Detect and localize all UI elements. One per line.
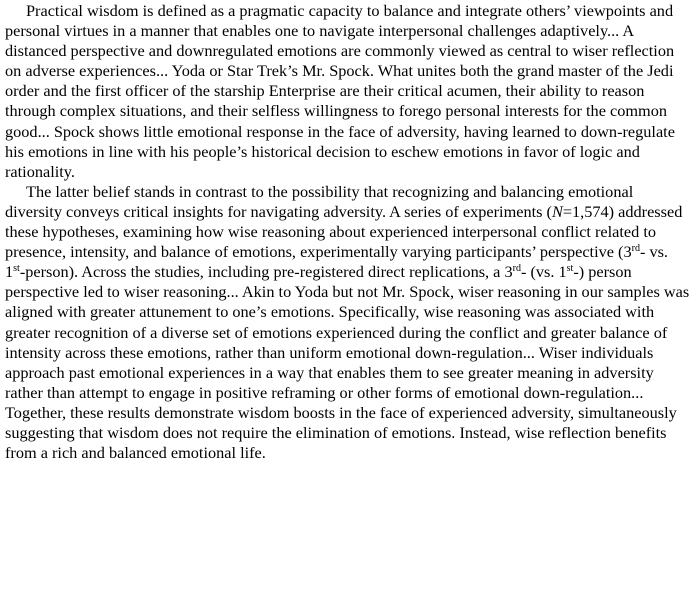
paragraph-2-text-1: The latter belief stands in contrast to the possibility that recognizing and balancing emotional diversity conveys critical insights for navigating adversity. A series of experiments ( — [5, 181, 634, 221]
superscript-rd-1: rd — [631, 243, 640, 255]
paragraph-2-text-2: =1,574) addressed these hypotheses, examining how wise reasoning about experienced interpersonal conflict related to presence, intensity, and balance of emotions, experimentally varying participants’ perspective (3 — [5, 201, 683, 262]
sample-size-symbol: N — [551, 201, 563, 221]
superscript-rd-2: rd — [512, 263, 521, 275]
paragraph-2 — [5, 182, 690, 463]
paragraph-2-text-6: -) person perspective led to wiser reasoning... Akin to Yoda but not Mr. Spock, wiser reasoning in our samples was aligned with greater attunement to one’s emotions. Specifically, wise reasoning was associated with greater recognition of a diverse set of emotions experienced during the conflict and greater balance of intensity across these emotions, rather than uniform emotional down-regulation... Wiser individuals approach past emotional experiences in a way that enables them to see greater meaning in adversity rather than attempt to engage in positive reframing or other forms of emotional down-regulation... Together, these results demonstrate wisdom boosts in the face of experienced adversity, simultaneously suggesting that wisdom does not require the elimination of emotions. Instead, wise reflection benefits from a rich and balanced emotional life. — [5, 262, 690, 463]
paragraph-2-text-3: - vs. 1 — [5, 242, 668, 282]
superscript-st-2: st — [566, 263, 574, 275]
paragraph-2-text-5: - (vs. 1 — [520, 262, 567, 282]
superscript-st-1: st — [13, 263, 20, 275]
paragraph-2-text-4: -person). Across the studies, including pre-registered direct replications, a 3 — [19, 262, 513, 282]
paragraph-1: Practical wisdom is defined as a pragmatic capacity to balance and integrate others’ viewpoints and personal virtues in a manner that enables one to navigate interpersonal challenges adaptively... A distanced perspective and downregulated emotions are commonly viewed as central to wiser reflection on adverse experiences... Yoda or Star Trek’s Mr. Spock. What unites both the grand master of the Jedi order and the first officer of the starship Enterprise are their critical acumen, their ability to reason through complex situations, and their selfless willingness to forego personal interests for the common good... Spock shows little emotional response in the face of adversity, having learned to down-regulate his emotions in line with his people’s historical decision to eschew emotions in favor of logic and rationality. — [5, 1, 675, 181]
